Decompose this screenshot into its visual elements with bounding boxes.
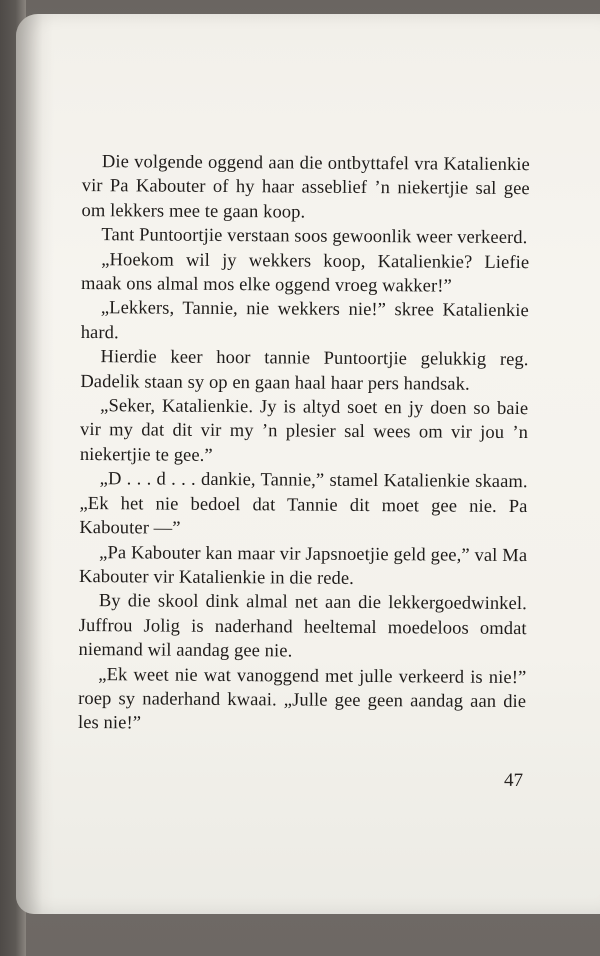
page-gutter-shadow xyxy=(16,14,54,914)
page-text xyxy=(78,150,530,739)
paragraph-10: „Ek weet nie wat vanoggend met julle verkeerd is nie!” roep sy naderhand kwaai. „Julle gee geen aandag aan die les nie!” xyxy=(77,664,527,734)
paragraph-4: „Lekkers, Tannie, nie wekkers nie!” skree Katalienkie hard. xyxy=(80,298,529,344)
paragraph-3: „Hoekom wil jy wekkers koop, Katalienkie? Liefie maak ons almal mos elke oggend vroeg wakker!” xyxy=(80,249,530,297)
paragraph-7: „D . . . d . . . dankie, Tannie,” stamel Katalienkie skaam. „Ek het nie bedoel dat Tannie dit moet gee nie. Pa Kabouter —” xyxy=(79,469,528,539)
paragraph-1: Die volgende oggend aan die ontbyttafel vra Katalienkie vir Pa Kabouter of hy haar asseblief ’n niekertjie sal gee om lekkers mee te gaan koop. xyxy=(81,152,530,223)
paragraph-6: „Seker, Katalienkie. Jy is altyd soet en jy doen so baie vir my dat dit vir my ’n plesier sal wees om vir jou ’n niekertjie te gee.” xyxy=(79,396,529,466)
page-number: 47 xyxy=(503,769,524,792)
paragraph-5: Hierdie keer hoor tannie Puntoortjie gelukkig reg. Dadelik staan sy op en gaan haal haar pers handsak. xyxy=(80,347,529,395)
paragraph-2: Tant Puntoortjie verstaan soos gewoonlik weer verkeerd. xyxy=(101,225,528,249)
paragraph-8: „Pa Kabouter kan maar vir Japsnoetjie geld gee,” val Ma Kabouter vir Katalienkie in die rede. xyxy=(78,542,528,589)
paragraph-9: By die skool dink almal net aan die lekkergoedwinkel. Juffrou Jolig is naderhand heeltemal moedeloos omdat niemand wil aandag gee nie. xyxy=(78,591,527,662)
